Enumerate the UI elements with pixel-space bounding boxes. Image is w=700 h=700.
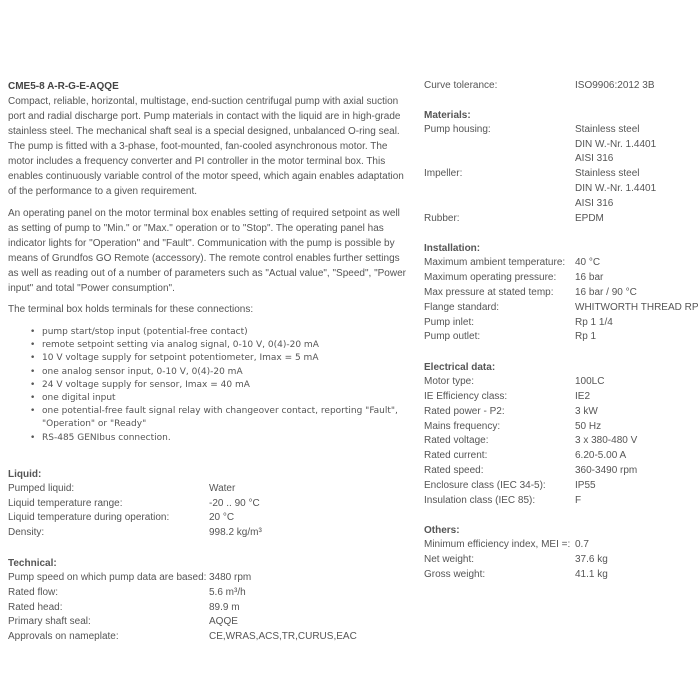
list-item: • remote setpoint setting via analog signal, 0-10 V, 0(4)-20 mA — [8, 339, 408, 352]
list-item: • RS-485 GENIbus connection. — [8, 432, 408, 445]
table-row — [424, 79, 700, 94]
table-row — [424, 420, 700, 435]
row-value: 5.6 m³/h — [209, 586, 246, 598]
materials-section — [424, 108, 700, 227]
row-value: AISI 316 — [575, 197, 614, 209]
table-row — [8, 571, 408, 586]
installation-section — [424, 241, 700, 345]
row-value: CE,WRAS,ACS,TR,CURUS,EAC — [209, 631, 357, 643]
section-heading: Electrical data: — [424, 362, 496, 374]
table-row — [424, 330, 700, 345]
row-value: 0.7 — [575, 539, 589, 551]
left-column — [8, 79, 408, 645]
section-heading: Liquid: — [8, 468, 42, 480]
connections-list — [8, 326, 408, 445]
table-row — [424, 375, 700, 390]
row-value: 37.6 kg — [575, 554, 608, 566]
table-row — [424, 538, 700, 553]
row-label: Pump inlet: — [424, 316, 475, 328]
table-row — [424, 167, 700, 211]
row-value: DIN W.-Nr. 1.4401 — [575, 182, 657, 194]
others-section — [424, 523, 700, 582]
row-value: 89.9 m — [209, 601, 240, 613]
row-value: 20 °C — [209, 512, 235, 524]
row-label: Motor type: — [424, 376, 475, 388]
row-value: ISO9906:2012 3B — [575, 80, 655, 91]
row-label: Rubber: — [424, 212, 460, 224]
row-value: F — [575, 494, 582, 506]
table-row — [8, 586, 408, 601]
table-row — [424, 256, 700, 271]
row-value: Rp 1 — [575, 331, 597, 343]
table-row — [424, 494, 700, 509]
row-label: Maximum ambient temperature: — [424, 257, 566, 269]
table-row — [424, 464, 700, 479]
table-row — [424, 390, 700, 405]
row-value: Water — [209, 482, 236, 494]
row-label: Impeller: — [424, 168, 463, 180]
operating-panel-paragraph: An operating panel on the motor terminal box enables setting of required setpoint as well as setting of pump to "Min." or "Max." operation or to "Stop". The operating panel has indicator lights for "Operation" and "Fault". Communication with the pump is possible by means of Grundfos GO Remote (accessory). The remote control enables further settings as well as reading out of a number of parameters such as "Actual value", "Speed", "Power input" and total "Power consumption". — [8, 208, 406, 294]
row-label: Liquid temperature range: — [8, 497, 123, 509]
section-heading: Technical: — [8, 558, 57, 570]
section-heading: Installation: — [424, 243, 481, 255]
table-row — [424, 553, 700, 568]
row-value: DIN W.-Nr. 1.4401 — [575, 138, 657, 150]
row-label: Pump speed on which pump data are based: — [8, 572, 207, 584]
row-value: 998.2 kg/m³ — [209, 527, 262, 539]
list-item — [8, 405, 408, 431]
list-item-line: "Operation" or "Ready" — [42, 419, 147, 430]
table-row — [424, 212, 700, 227]
table-row — [424, 568, 700, 583]
row-label: Density: — [8, 527, 45, 539]
row-label: IE Efficiency class: — [424, 390, 508, 402]
table-row — [8, 511, 408, 526]
table-row — [424, 316, 700, 331]
row-label: Rated current: — [424, 450, 488, 462]
row-label: Mains frequency: — [424, 420, 501, 432]
list-item-line: one potential-free fault signal relay with changeover contact, reporting "Fault", — [42, 406, 398, 417]
description-paragraph: Compact, reliable, horizontal, multistage, end-suction centrifugal pump with axial suction port and radial discharge port. Pump materials in contact with the liquid are in high-grade stainless steel. The mechanical shaft seal is a special designed, unbalanced O-ring seal. The pump is fitted with a 3-phase, foot-mounted, fan-cooled asynchronous motor. The motor includes a frequency converter and PI controller in the motor terminal box. This enables continuously variable control of the motor speed, which again enables adaptation of the performance to a given requirement. — [8, 96, 404, 197]
technical-section — [8, 556, 408, 645]
row-label: Insulation class (IEC 85): — [424, 494, 536, 506]
row-value: 100LC — [575, 376, 605, 388]
table-row — [8, 630, 408, 645]
row-label: Rated speed: — [424, 464, 484, 476]
row-value: 50 Hz — [575, 420, 602, 432]
row-label: Primary shaft seal: — [8, 616, 91, 628]
table-row — [424, 271, 700, 286]
row-value: -20 .. 90 °C — [209, 497, 260, 509]
right-column — [424, 79, 700, 583]
table-row — [8, 615, 408, 630]
row-label: Rated flow: — [8, 586, 59, 598]
section-heading: Others: — [424, 525, 460, 537]
row-value: 16 bar / 90 °C — [575, 286, 637, 298]
list-item: • pump start/stop input (potential-free contact) — [8, 326, 408, 339]
table-row — [424, 301, 700, 316]
row-label: Maximum operating pressure: — [424, 272, 557, 284]
row-label: Rated head: — [8, 601, 63, 613]
row-value: IE2 — [575, 390, 591, 402]
row-label: Pump outlet: — [424, 331, 481, 343]
table-row — [8, 526, 408, 541]
row-value: 3 x 380-480 V — [575, 435, 638, 447]
row-value: EPDM — [575, 212, 604, 224]
table-row — [8, 601, 408, 616]
row-label: Rated voltage: — [424, 435, 489, 447]
row-value: 360-3490 rpm — [575, 464, 638, 476]
row-value: 41.1 kg — [575, 568, 608, 580]
row-value: 3 kW — [575, 405, 598, 417]
row-label: Gross weight: — [424, 568, 486, 580]
row-label: Pumped liquid: — [8, 482, 75, 494]
row-value: 6.20-5.00 A — [575, 450, 627, 462]
liquid-section — [8, 467, 408, 541]
section-heading: Materials: — [424, 109, 471, 121]
electrical-section — [424, 360, 700, 508]
row-value: AQQE — [209, 616, 238, 628]
table-row — [424, 405, 700, 420]
row-label: Enclosure class (IEC 34-5): — [424, 479, 546, 491]
table-row — [424, 449, 700, 464]
list-item: • one digital input — [8, 392, 408, 405]
row-label: Net weight: — [424, 554, 475, 566]
row-label: Approvals on nameplate: — [8, 631, 119, 643]
row-value: 3480 rpm — [209, 572, 252, 584]
row-label: Curve tolerance: — [424, 80, 498, 91]
row-value: 40 °C — [575, 257, 601, 269]
table-row — [424, 286, 700, 301]
table-row — [424, 479, 700, 494]
row-value-group — [575, 167, 656, 211]
list-item: • 24 V voltage supply for sensor, Imax = 40 mA — [8, 379, 408, 392]
row-value: AISI 316 — [575, 153, 614, 165]
row-value: Rp 1 1/4 — [575, 316, 613, 328]
product-title: CME5-8 A-R-G-E-AQQE — [8, 81, 119, 92]
row-label: Minimum efficiency index, MEI =: — [424, 539, 571, 551]
row-label: Pump housing: — [424, 123, 491, 135]
row-value: Stainless steel — [575, 123, 640, 135]
row-value-group — [575, 123, 656, 167]
list-item: • one analog sensor input, 0-10 V, 0(4)-20 mA — [8, 366, 408, 379]
table-row — [424, 434, 700, 449]
terminal-box-paragraph: The terminal box holds terminals for these connections: — [8, 304, 254, 315]
row-value: WHITWORTH THREAD RP — [575, 301, 699, 313]
row-label: Rated power - P2: — [424, 405, 505, 417]
table-row — [8, 482, 408, 497]
row-value: Stainless steel — [575, 168, 640, 180]
row-label: Liquid temperature during operation: — [8, 512, 170, 524]
row-value: IP55 — [575, 479, 596, 491]
row-label: Flange standard: — [424, 301, 500, 313]
list-item: • 10 V voltage supply for setpoint potentiometer, Imax = 5 mA — [8, 352, 408, 365]
table-row — [424, 123, 700, 167]
table-row — [8, 497, 408, 512]
row-label: Max pressure at stated temp: — [424, 286, 554, 298]
row-value: 16 bar — [575, 272, 604, 284]
